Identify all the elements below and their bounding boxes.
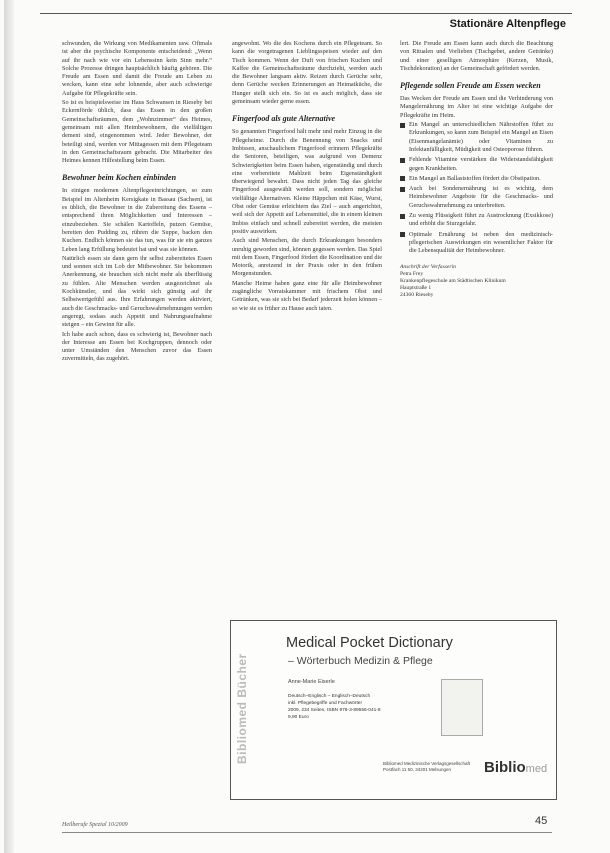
ad-publisher-info [383,761,488,773]
author-line: 24360 Rieseby [400,291,434,298]
author-line: Hauptstraße 1 [400,284,432,291]
footer-divider [62,832,552,833]
paragraph: lert. Die Freude am Essen kann auch durch die Beachtung von Ritualen und Vorlieben (Tischgebet, andere Getränke) und einer geselligen Atmosphäre (Kerzen, Musik, Tischdekoration) an der Gemeinschaft gefördert werden. [400,40,553,72]
bullet-list [400,121,553,255]
paragraph: In einigen modernen Altenpflegeeinrichtungen, so zum Beispiel im Altenheim Kersigkate in Bassau (Sachsen), ist es üblich, die Bewohner in die Zubereitung des Essens – entsprechend ihren Möglichkeiten und Interessen – einzubeziehen. Sie schälen Kartoffeln, putzen Gemüse, bereiten den Pudding zu, rühren die Suppe, backen den Kuchen. Endlich können sie das tun, was für sie ein ganzes Leben lang Erfüllung bedeutet hat und was sie können. [62,187,212,253]
publisher-line: Postfach 11 50, 34201 Melsungen [383,767,451,772]
book-cover-image [441,679,483,736]
bullet-item: Fehlende Vitamine verstärken die Widerstandsfähigkeit gegen Krankheiten. [400,156,553,173]
author-line: Petra Frey [400,270,424,277]
section-title: Stationäre Altenpflege [449,18,566,30]
ad-author: Anne-Marie Eiserle [288,679,335,685]
author-heading: Anschrift der Verfasserin [400,263,456,270]
paragraph: Auch sind Menschen, die durch Erkrankungen besonders unruhig geworden sind, können gegessen werden. Das Spiel mit dem Essen, Fingerfood fördert die Koordination und die Motorik, anreizend in der Praxis oder in den frühen Morgenstunden. [232,237,382,278]
author-address [400,264,553,299]
ad-sidebar-label: Bibliomed Bücher [235,653,249,765]
text-column-2 [232,40,382,314]
bullet-item: Ein Mangel an unterschiedlichen Nährstoffen führt zu Erkrankungen, so kann zum Beispiel ein Mangel an Eisen (Eisenmangelanämie) oder Vitaminen zu Infektanfälligkeit, Müdigkeit und Osteoporose führen. [400,121,553,154]
book-advertisement [230,620,557,800]
paragraph: Das Wecken der Freude am Essen und die Verhinderung von Mangelernährung im Alter ist eine wichtige Aufgabe der Pflegekräfte im Heim. [400,95,553,119]
binding-edge [4,0,14,853]
ad-detail-line: 9,90 Euro [288,715,309,720]
ad-detail-line: 2009, 234 Seiten, ISBN 978-3-89556-041-8 [288,708,381,713]
ad-subtitle: – Wörterbuch Medizin & Pflege [288,655,433,667]
paragraph: angewohnt. Wo die des Kochens durch ein Pflegeteam. So kann die vorgetragenen Lieblingsspeisen wieder auf den Tisch kommen. Wenn der Duft von frischen Kuchen und Kaffee die Gemeinschaftsräume durchzieht, werden auch die Bewohner langsam aktiv. Reizen durch Gerüche sehr, denn Gerüche wecken Erinnerungen an Heimatküche, die Hunger stellt sich ein. So ist es auch möglich, dass sie gemeinsam wieder gerne essen. [232,40,382,106]
page-number: 45 [535,815,548,827]
publisher-logo [484,759,547,776]
page-header [40,13,572,32]
logo-suffix: med [525,763,548,775]
bullet-item: Auch bei Sondenernährung ist es wichtig, dem Heimbewohner Angebote für die Geschmacks- und Geruchswahrnehmung zu unterbreiten. [400,185,553,210]
text-column-1 [62,40,212,365]
paragraph: So genannten Fingerfood hält mehr und mehr Einzug in die Pflegeheime. Durch die Benennung von Snacks und Imbissen, anschaulichem Fingerfood erinnern Pflegekräfte die Senioren, beteiligen, was aufgrund von Demenz Schwierigkeiten beim Essen haben, eigenständig und durch eine vorbereitete Mahlzeit beim Eigenständigkeit überwiegend bewahrt. Dass nicht jeden Tag das gleiche Fingerfood ausgewählt werden soll, sondern möglichst vielfältige Alternativen. Kleine Häppchen mit Käse, Wurst, Obst oder Gemüse erleichtern das Ziel – auch angerichtet, weil sich der Appetit auf Lebensmittel, die in einem kleinen Imbiss einfach und schnell zubereitet werden, die meisten positiv auswirken. [232,128,382,235]
publisher-line: Bibliomed Medizinische Verlagsgesellschaft [383,761,471,766]
logo-main: Biblio [484,759,526,776]
bullet-item: Zu wenig Flüssigkeit führt zu Austrocknung (Exsikkose) und erhöht die Sturzgefahr. [400,212,553,229]
bullet-item: Optimale Ernährung ist neben den medizinisch-pflegerischen Auswirkungen ein wesentlicher Faktor für die Lebensqualität der Heimbewohner. [400,231,553,256]
bullet-item: Ein Mangel an Ballaststoffen fördert die Obstipation. [400,175,553,183]
subheading: Bewohner beim Kochen einbinden [62,173,177,183]
text-column-3 [400,40,553,299]
paragraph: So ist es beispielsweise im Haus Schwansen in Rieseby bei Eckernförde üblich, dass das Essen in den großen Gemeinschaftsräumen, dem „Wohnzimmer“ des Heimes, gemeinsam mit allen Heimbewohnern, die vielfältigen dement sind, eingenommen wird. Jeder Bewohner, der beteiligt sind, werden vor Mittagessen mit dem Pflegeteam in den Gemeinschaftsraum gebracht. Die Mitarbeiter des Heimes kennen Hilfestellung beim Essen. [62,99,212,165]
subheading: Pflegende sollen Freude am Essen wecken [400,81,541,91]
subheading: Fingerfood als gute Alternative [232,114,336,124]
ad-title: Medical Pocket Dictionary [286,635,453,651]
ad-detail-line: Deutsch–Englisch – Englisch–Deutsch [288,694,371,699]
publication-name: Heilberufe Spezial 10/2009 [62,822,128,828]
paragraph: Ich habe auch schon, dass es schwierig ist, Bewohner nach der Interesse am Essen bei Kochgruppen, dennoch oder unter Umständen den Menschen zuvor das Essen zuvermitteln, das zugehört. [62,330,212,363]
ad-detail-line: inkl. Pflegebegriffe und Fachwörter [288,701,363,706]
author-line: Krankenpflegeschule am Städtischen Klinikum [400,277,506,284]
paragraph: Manche Heime haben ganz eine für alle Heimbewohner zugängliche Vorratskammer mit frischem Obst und Getränken, was sie sich bei Bedarf jederzeit holen können – so wie sie es früher zu Hause auch taten. [232,279,382,312]
ad-details [288,693,438,721]
paragraph: schwunden, die Wirkung von Medikamenten usw. Oftmals ist aber die psychische Komponente entscheidend: „Wenn auf ihr nach wie vor ein Lebenssinn kein Sinn mehr.“ Solche Prozesse dringen hauptsächlich häufig gehören. Die Freude am Essen und damit die Freude am Leben zu wecken, kann eine sehr lohnende, aber auch schwierige Aufgabe für Pflegekräfte sein. [62,40,212,97]
paragraph: Natürlich essen sie dann gern ihr selbst zubereitetes Essen und sonnen sich im Lob der Mitbewohner. Sie bekommen Anerkennung, sie brauchen sich nicht mehr als überflüssig zu fühlen. Alte Menschen werden ausgezeichnet als Kochkünstler, und das wirkt sich günstig auf ihr Selbstwertgefühl aus. Ihre Erfahrungen werden aktiviert, auch die Geschmacks- und Geruchswahrnehmungen werden angeregt, sodass auch Appetit und Nahrungsaufnahme steigen – ein Gewinn für alle. [62,254,212,329]
